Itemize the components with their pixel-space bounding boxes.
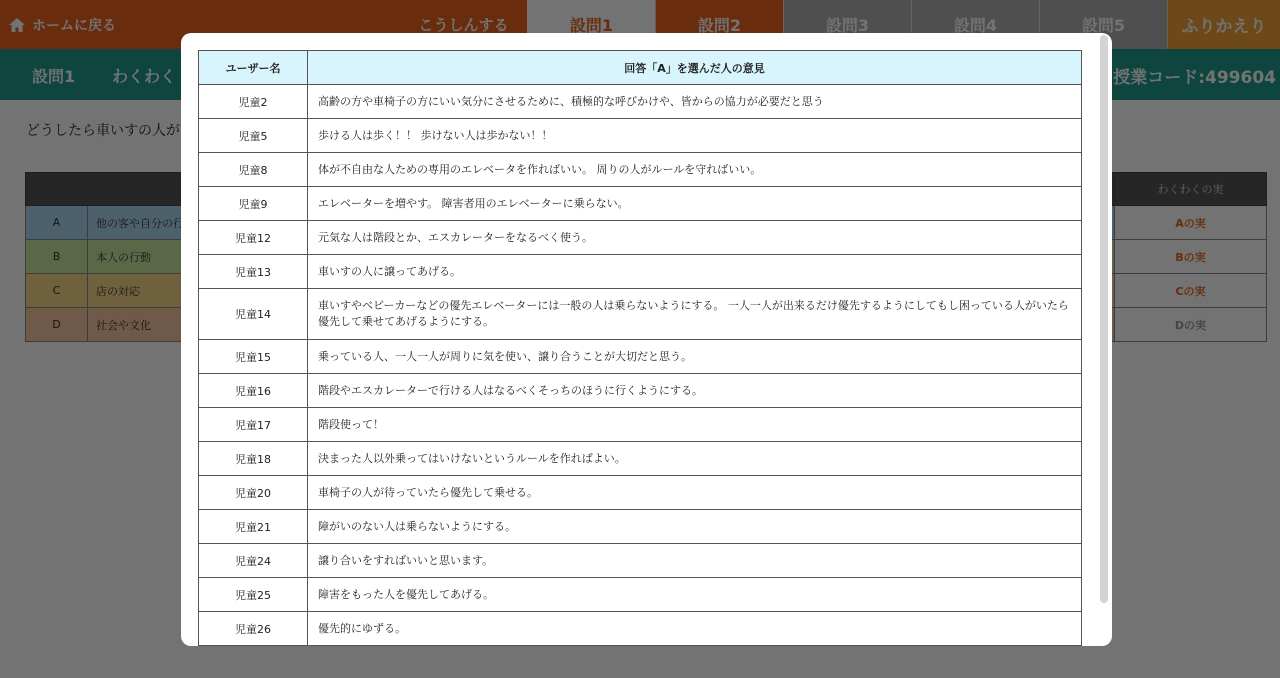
opinion-cell: 車いすやベビーカーなどの優先エレベーターには一般の人は乗らないようにする。 一人一人が出来るだけ優先するようにしてもし困っている人がいたら優先して乗せてあげるようにする。: [308, 289, 1082, 340]
modal-content: [198, 50, 1082, 646]
table-row: [199, 476, 1082, 510]
user-name-cell: 児童24: [199, 544, 308, 578]
table-row: [199, 510, 1082, 544]
opinion-cell: 決まった人以外乗ってはいけないというルールを作ればよい。: [308, 442, 1082, 476]
user-name-cell: 児童5: [199, 119, 308, 153]
table-row: [199, 153, 1082, 187]
user-name-cell: 児童21: [199, 510, 308, 544]
user-name-cell: 児童14: [199, 289, 308, 340]
table-row: [199, 612, 1082, 646]
user-name-cell: 児童17: [199, 408, 308, 442]
table-row: [199, 119, 1082, 153]
opinion-cell: 車椅子の人が待っていたら優先して乗せる。: [308, 476, 1082, 510]
table-row: [199, 340, 1082, 374]
user-column-header: ユーザー名: [199, 51, 308, 85]
table-row: [199, 544, 1082, 578]
user-name-cell: 児童26: [199, 612, 308, 646]
table-row: [199, 442, 1082, 476]
user-name-cell: 児童20: [199, 476, 308, 510]
user-name-cell: 児童18: [199, 442, 308, 476]
table-row: [199, 289, 1082, 340]
opinion-cell: 歩ける人は歩く！！ 歩けない人は歩かない！！: [308, 119, 1082, 153]
table-row: [199, 578, 1082, 612]
opinion-cell: 障がいのない人は乗らないようにする。: [308, 510, 1082, 544]
user-name-cell: 児童13: [199, 255, 308, 289]
opinion-cell: 車いすの人に譲ってあげる。: [308, 255, 1082, 289]
opinion-cell: 譲り合いをすればいいと思います。: [308, 544, 1082, 578]
opinion-cell: 体が不自由な人ための専用のエレベータを作ればいい。 周りの人がルールを守ればいい。: [308, 153, 1082, 187]
opinion-column-header: 回答「A」を選んだ人の意見: [308, 51, 1082, 85]
opinion-cell: エレベーターを増やす。 障害者用のエレベーターに乗らない。: [308, 187, 1082, 221]
table-row: [199, 255, 1082, 289]
opinion-cell: [308, 646, 1082, 647]
opinions-table: [198, 50, 1082, 646]
user-name-cell: [199, 646, 308, 647]
user-name-cell: 児童9: [199, 187, 308, 221]
opinion-cell: 階段使って！: [308, 408, 1082, 442]
table-row: [199, 408, 1082, 442]
opinions-modal: [181, 33, 1112, 646]
user-name-cell: 児童15: [199, 340, 308, 374]
opinion-cell: 元気な人は階段とか、エスカレーターをなるべく使う。: [308, 221, 1082, 255]
opinion-cell: 優先的にゆずる。: [308, 612, 1082, 646]
user-name-cell: 児童2: [199, 85, 308, 119]
opinion-cell: 障害をもった人を優先してあげる。: [308, 578, 1082, 612]
user-name-cell: 児童25: [199, 578, 308, 612]
table-row: [199, 374, 1082, 408]
table-row: [199, 85, 1082, 119]
opinion-cell: 乗っている人、一人一人が周りに気を使い、譲り合うことが大切だと思う。: [308, 340, 1082, 374]
modal-scrollbar[interactable]: [1100, 35, 1108, 603]
user-name-cell: 児童12: [199, 221, 308, 255]
opinion-cell: 高齢の方や車椅子の方にいい気分にさせるために、積極的な呼びかけや、皆からの協力が必要だと思う: [308, 85, 1082, 119]
opinion-cell: 階段やエスカレーターで行ける人はなるべくそっちのほうに行くようにする。: [308, 374, 1082, 408]
table-row: [199, 646, 1082, 647]
user-name-cell: 児童16: [199, 374, 308, 408]
user-name-cell: 児童8: [199, 153, 308, 187]
table-row: [199, 187, 1082, 221]
table-row: [199, 221, 1082, 255]
